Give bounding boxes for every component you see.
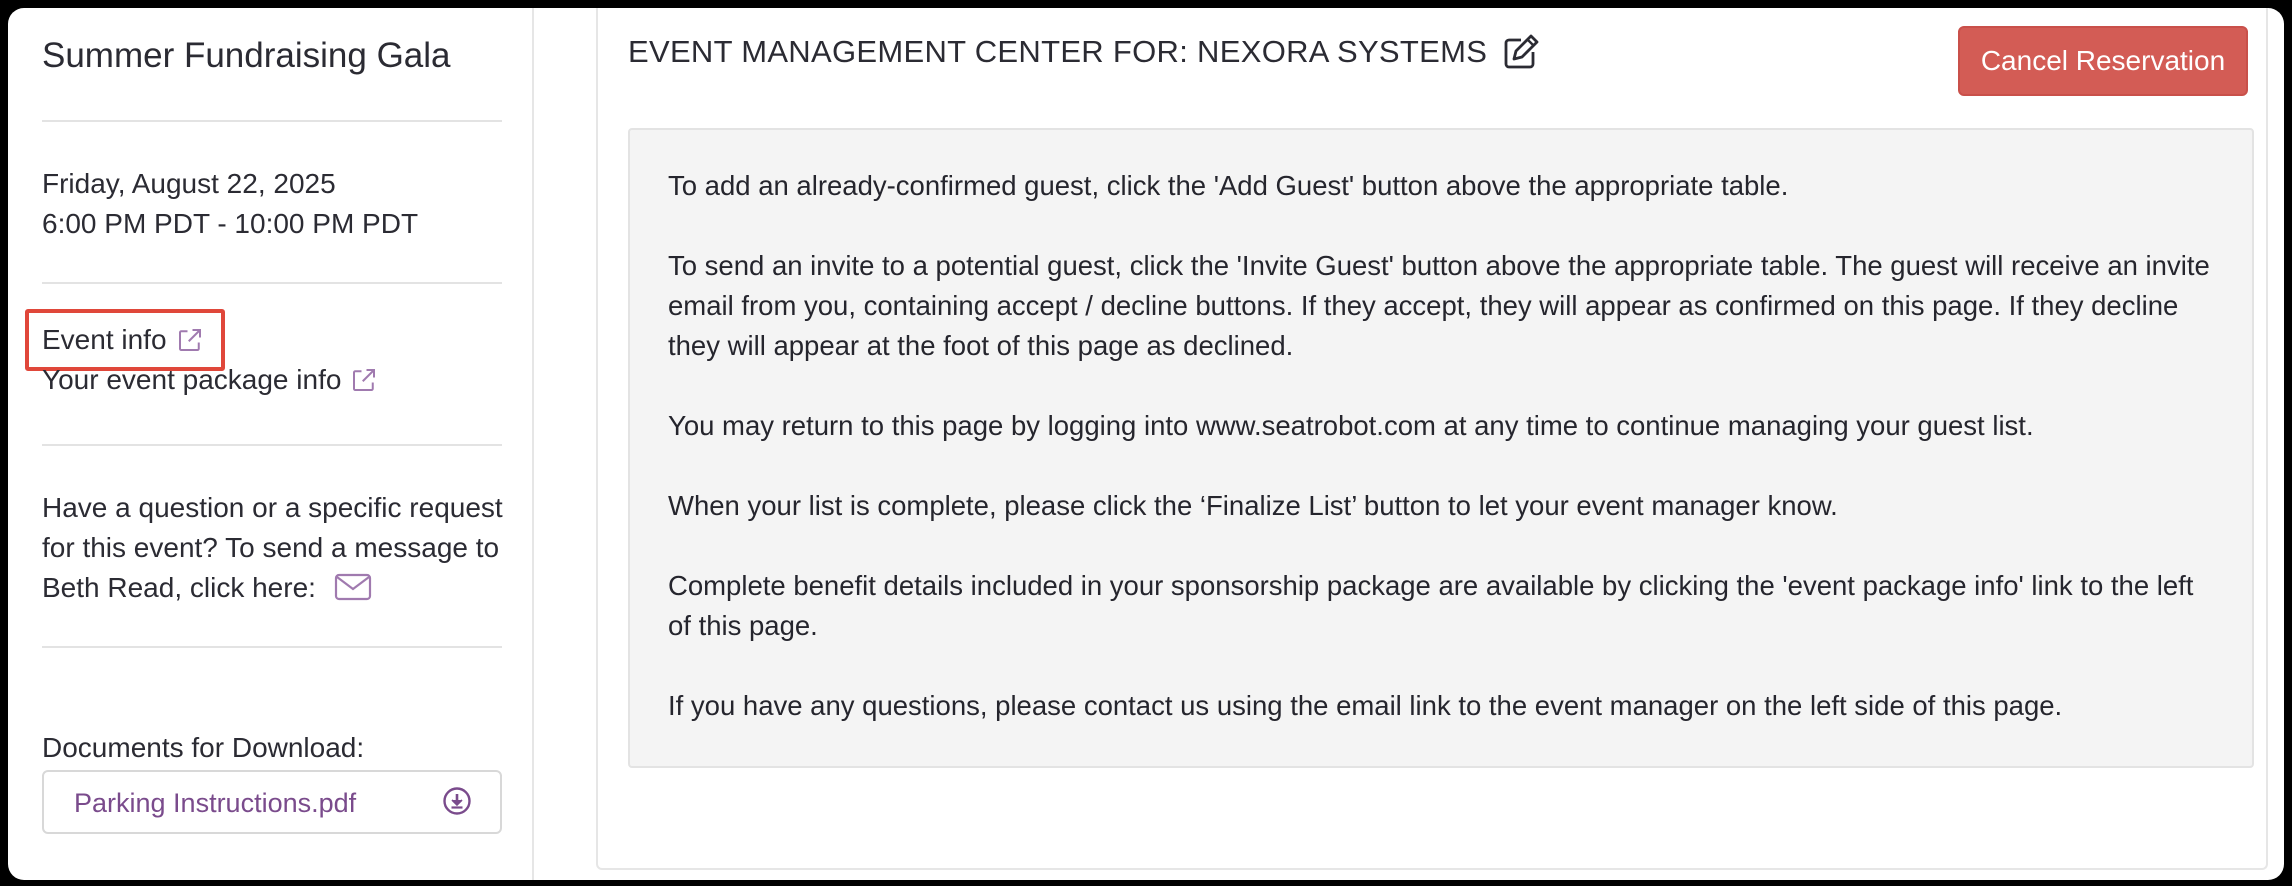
app-window bbox=[8, 8, 2284, 880]
divider bbox=[42, 646, 502, 648]
divider bbox=[42, 120, 502, 122]
event-info-label: Event info bbox=[42, 324, 167, 355]
cancel-reservation-button[interactable]: Cancel Reservation bbox=[1958, 26, 2248, 96]
instruction-paragraph: You may return to this page by logging into www.seatrobot.com at any time to continue managing your guest list. bbox=[668, 410, 2034, 441]
instruction-paragraph: To add an already-confirmed guest, click the 'Add Guest' button above the appropriate table. bbox=[668, 170, 1789, 201]
instructions-panel bbox=[628, 128, 2254, 768]
instruction-paragraph: Complete benefit details included in your sponsorship package are available by clicking the 'event package info' link to the left of this page. bbox=[668, 570, 2194, 641]
event-title: Summer Fundraising Gala bbox=[42, 36, 451, 75]
document-item[interactable] bbox=[42, 770, 502, 834]
mail-icon[interactable] bbox=[334, 573, 372, 601]
page-title-text: EVENT MANAGEMENT CENTER FOR: NEXORA SYSTEMS bbox=[628, 34, 1488, 69]
contact-question-text: Have a question or a specific request for this event? To send a message to Beth Read, click here: bbox=[42, 492, 503, 603]
document-name: Parking Instructions.pdf bbox=[74, 788, 357, 818]
event-time: 6:00 PM PDT - 10:00 PM PDT bbox=[42, 208, 419, 239]
sidebar bbox=[8, 8, 534, 880]
divider bbox=[42, 282, 502, 284]
highlight-box bbox=[25, 309, 225, 371]
instruction-paragraph: When your list is complete, please click the ‘Finalize List’ button to let your event manager know. bbox=[668, 490, 1838, 521]
package-info-link[interactable] bbox=[42, 364, 379, 396]
divider bbox=[42, 444, 502, 446]
instruction-paragraph: If you have any questions, please contact us using the email link to the event manager on the left side of this page. bbox=[668, 690, 2063, 721]
event-date: Friday, August 22, 2025 bbox=[42, 168, 336, 199]
download-icon[interactable] bbox=[442, 786, 472, 816]
package-info-label: Your event package info bbox=[42, 364, 342, 395]
page-title bbox=[628, 32, 1541, 72]
instruction-paragraph: To send an invite to a potential guest, click the 'Invite Guest' button above the appropriate table. The guest will receive an invite email from you, containing accept / decline buttons. If they accept, they will appear as confirmed on this page. If they decline they will appear at the foot of this page as declined. bbox=[668, 250, 2210, 361]
contact-question bbox=[42, 488, 512, 608]
main-panel bbox=[596, 8, 2268, 870]
external-link-icon bbox=[349, 365, 379, 395]
edit-icon[interactable] bbox=[1501, 32, 1541, 72]
documents-label: Documents for Download: bbox=[42, 732, 365, 763]
